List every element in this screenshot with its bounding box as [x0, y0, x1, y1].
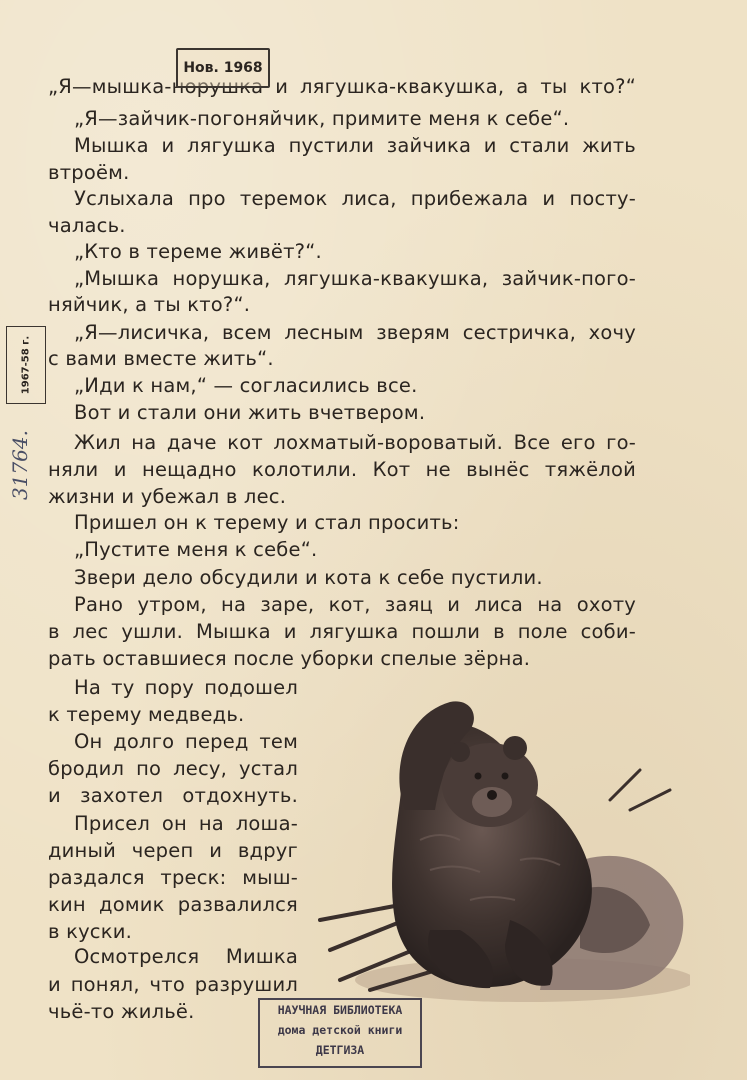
- text-line: Осмотрелся Мишка: [74, 945, 298, 968]
- library-stamp-line: дома детской книги: [277, 1023, 403, 1037]
- text-line: Пришел он к терему и стал просить:: [74, 511, 460, 534]
- text-line: „Я—мышка-норушка и лягушка-квакушка, а ты кто?“: [48, 75, 636, 98]
- text-line: чьё-то жильё.: [48, 1000, 195, 1023]
- text-line: няли и нещадно колотили. Кот не вынёс тяжёлой: [48, 458, 636, 481]
- text-line: Услыхала про теремок лиса, прибежала и посту-: [74, 187, 636, 210]
- text-line: кин домик развалился: [48, 893, 298, 916]
- text-line: „Иди к нам,“ — согласились все.: [74, 374, 418, 397]
- text-line: „Я—лисичка, всем лесным зверям сестричка, хочу: [74, 321, 636, 344]
- text-line: Рано утром, на заре, кот, заяц и лиса на охоту: [74, 593, 636, 616]
- text-line: Жил на даче кот лохматый-вороватый. Все его го-: [74, 431, 636, 454]
- library-stamp-line: НАУЧНАЯ БИБЛИОТЕКА: [277, 1003, 403, 1017]
- date-stamp-text: Нов. 1968: [183, 60, 263, 76]
- text-line: и понял, что разрушил: [48, 973, 298, 996]
- text-line: с вами вместе жить“.: [48, 347, 274, 370]
- text-line: Звери дело обсудили и кота к себе пустили.: [74, 566, 543, 589]
- text-line: втроём.: [48, 161, 130, 184]
- text-line: „Я—зайчик-погоняйчик, примите меня к себе“.: [74, 107, 570, 130]
- text-line: бродил по лесу, устал: [48, 757, 298, 780]
- library-stamp-line: ДЕТГИЗА: [315, 1043, 365, 1057]
- inventory-number: 31764.: [8, 430, 32, 500]
- text-line: „Мышка норушка, лягушка-квакушка, зайчик-пого-: [74, 267, 636, 290]
- text-line: диный череп и вдруг: [48, 839, 298, 862]
- side-stamp: [6, 326, 46, 404]
- text-line: Он долго перед тем: [74, 730, 298, 753]
- text-line: в лес ушли. Мышка и лягушка пошли в поле соби-: [48, 620, 636, 643]
- text-line: раздался треск: мыш-: [48, 866, 298, 889]
- date-stamp: [176, 48, 270, 88]
- text-line: и захотел отдохнуть.: [48, 784, 298, 807]
- text-line: Мышка и лягушка пустили зайчика и стали жить: [74, 134, 636, 157]
- text-line: чалась.: [48, 214, 126, 237]
- bear-illustration: [310, 690, 690, 1010]
- text-line: няйчик, а ты кто?“.: [48, 293, 251, 316]
- text-line: Вот и стали они жить вчетвером.: [74, 401, 426, 424]
- text-line: „Кто в тереме живёт?“.: [74, 240, 322, 263]
- text-line: На ту пору подошел: [74, 676, 298, 699]
- text-line: Присел он на лоша-: [74, 812, 298, 835]
- text-line: жизни и убежал в лес.: [48, 485, 287, 508]
- text-line: в куски.: [48, 920, 132, 943]
- side-stamp-text: 1967-58 г.: [20, 335, 32, 395]
- text-line: „Пустите меня к себе“.: [74, 538, 318, 561]
- text-line: рать оставшиеся после уборки спелые зёрна.: [48, 647, 531, 670]
- text-line: к терему медведь.: [48, 703, 245, 726]
